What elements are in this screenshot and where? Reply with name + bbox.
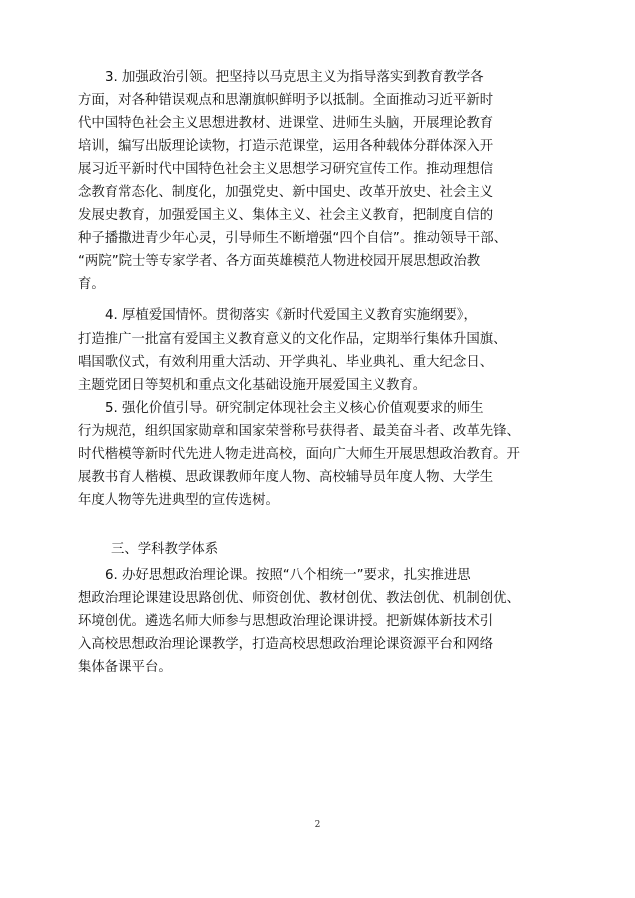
paragraph-3-line-10: 育。	[78, 277, 105, 292]
paragraph-5-line-5: 年度人物等先进典型的宣传选树。	[78, 493, 279, 508]
paragraph-5-line-2: 行为规范，组织国家勋章和国家荣誉称号获得者、最美奋斗者、改革先锋、	[78, 424, 520, 439]
paragraph-3-line-9: “两院”院士等专家学者、各方面英雄模范人物进校园开展思想政治教	[78, 254, 481, 269]
paragraph-3-line-6: 念教育常态化、制度化，加强党史、新中国史、改革开放史、社会主义	[78, 185, 494, 200]
paragraph-3-line-5: 展习近平新时代中国特色社会主义思想学习研究宣传工作。推动理想信	[78, 162, 494, 177]
paragraph-4-line-3: 唱国歌仪式，有效利用重大活动、开学典礼、毕业典礼、重大纪念日、	[78, 355, 494, 370]
paragraph-6-line-3: 环境创优。遴选名师大师参与思想政治理论课讲授。把新媒体新技术引	[78, 614, 494, 629]
paragraph-3-line-3: 代中国特色社会主义思想进教材、进课堂、进师生头脑，开展理论教育	[78, 116, 494, 131]
paragraph-5-line-1: 5. 强化价值引导。研究制定体现社会主义核心价值观要求的师生	[105, 401, 484, 416]
paragraph-5-line-3: 时代楷模等新时代先进人物走进高校，面向广大师生开展思想政治教育。开	[78, 447, 520, 462]
paragraph-3-line-8: 种子播撒进青少年心灵，引导师生不断增强“四个自信”。推动领导干部、	[78, 231, 507, 246]
section-heading: 三、学科教学体系	[111, 542, 219, 557]
paragraph-4-line-1: 4. 厚植爱国情怀。贯彻落实《新时代爱国主义教育实施纲要》，	[105, 308, 477, 323]
paragraph-3-line-4: 培训，编写出版理论读物，打造示范课堂，运用各种载体分群体深入开	[78, 139, 494, 154]
paragraph-4-line-2: 打造推广一批富有爱国主义教育意义的文化作品，定期举行集体升国旗、	[78, 332, 507, 347]
paragraph-6-line-1: 6. 办好思想政治理论课。按照“八个相统一”要求，扎实推进思	[105, 568, 471, 583]
paragraph-6-line-2: 想政治理论课建设思路创优、师资创优、教材创优、教法创优、机制创优、	[78, 591, 520, 606]
paragraph-5-line-4: 展教书育人楷模、思政课教师年度人物、高校辅导员年度人物、大学生	[78, 470, 494, 485]
paragraph-4-line-4: 主题党团日等契机和重点文化基础设施开展爱国主义教育。	[78, 378, 427, 393]
paragraph-6-line-5: 集体备课平台。	[78, 660, 172, 675]
paragraph-3-line-7: 发展史教育，加强爱国主义、集体主义、社会主义教育，把制度自信的	[78, 208, 494, 223]
paragraph-3-line-1: 3. 加强政治引领。把坚持以马克思主义为指导落实到教育教学各	[105, 70, 484, 85]
paragraph-3-line-2: 方面，对各种错误观点和思潮旗帜鲜明予以抵制。全面推动习近平新时	[78, 93, 494, 108]
page-number: 2	[314, 820, 321, 830]
paragraph-6-line-4: 入高校思想政治理论课教学，打造高校思想政治理论课资源平台和网络	[78, 637, 494, 652]
